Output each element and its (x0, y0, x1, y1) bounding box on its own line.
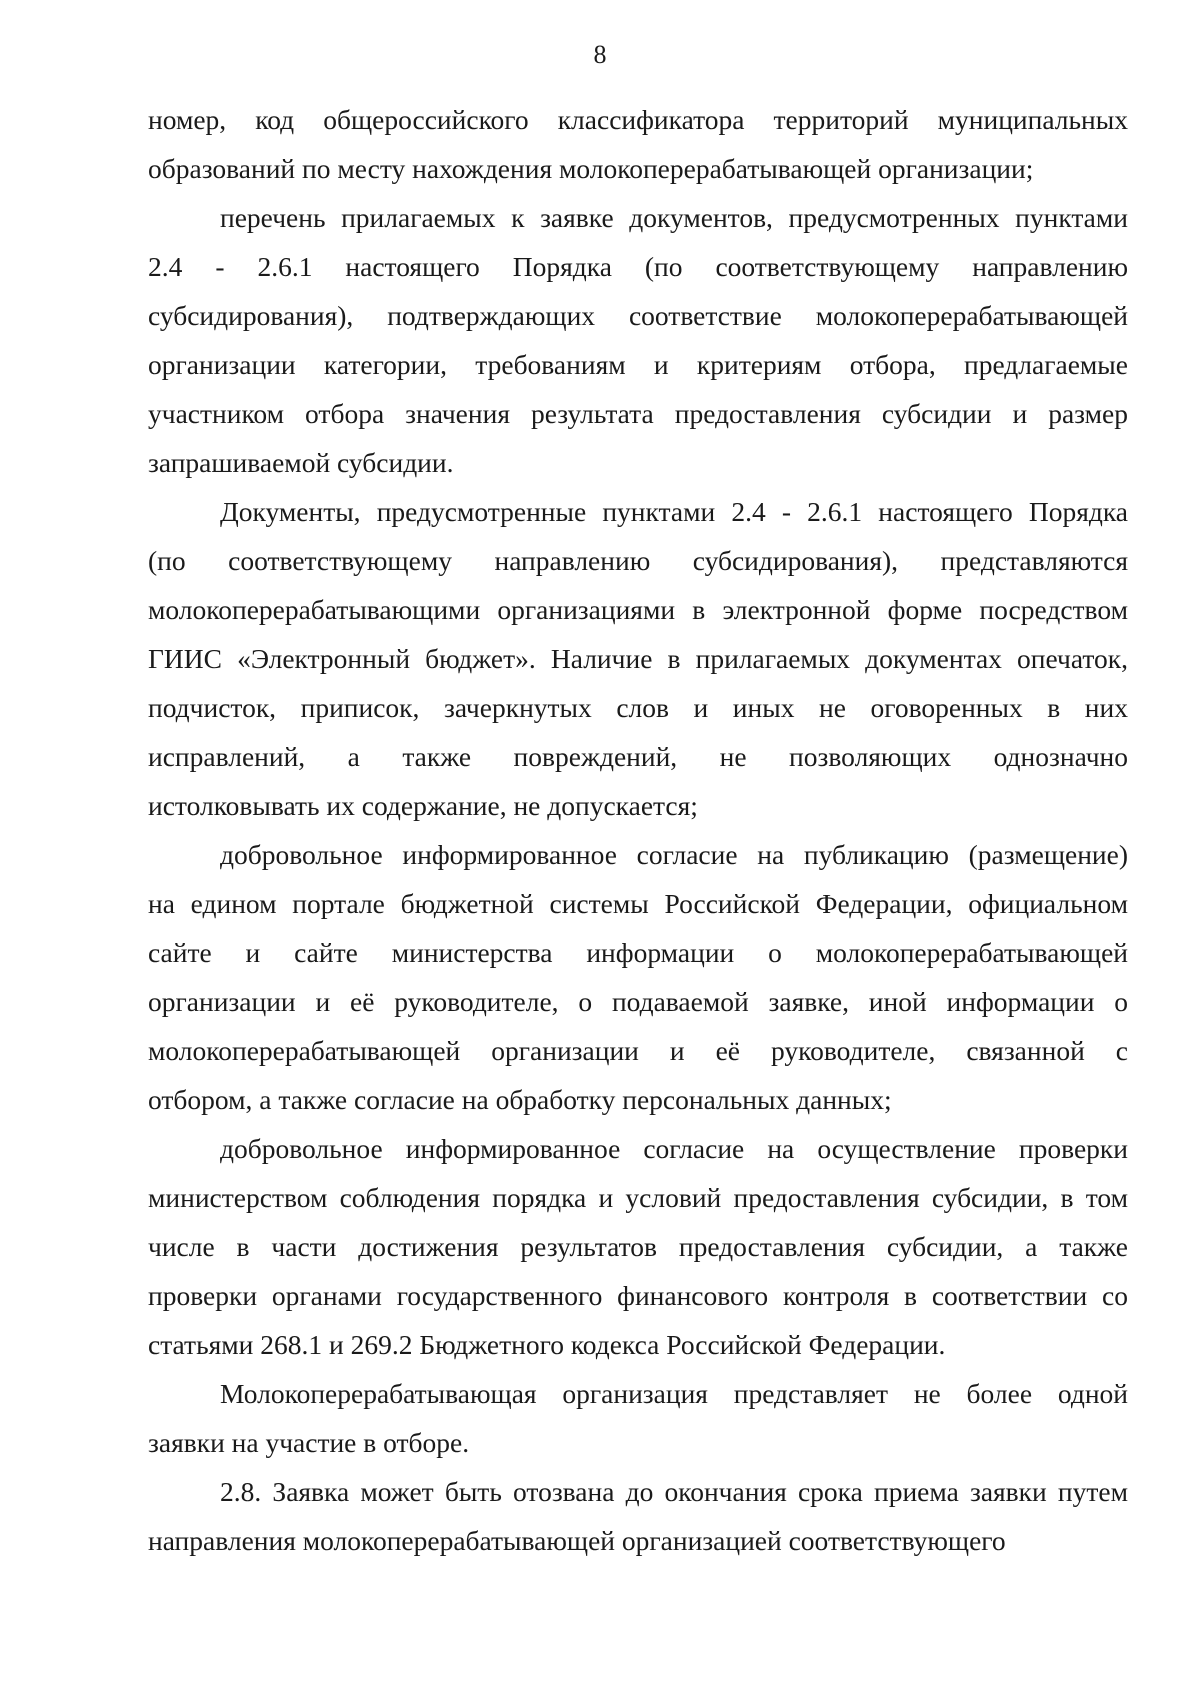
paragraph-line: организации категории, требованиям и критериям отбора, предлагаемые (148, 349, 1128, 380)
paragraph (148, 1467, 1128, 1565)
paragraph (148, 830, 1128, 1124)
paragraph-line: исправлений, а также повреждений, не позволяющих однозначно (148, 741, 1128, 772)
document-body (148, 95, 1128, 1565)
paragraph-line: истолковывать их содержание, не допускается; (148, 790, 698, 821)
page-number: 8 (593, 40, 607, 69)
paragraph-line: направления молокоперерабатывающей организацией соответствующего (148, 1525, 1006, 1556)
paragraph-line: Документы, предусмотренные пунктами 2.4 - 2.6.1 настоящего Порядка (220, 496, 1128, 527)
paragraph-line: субсидирования), подтверждающих соответствие молокоперерабатывающей (148, 300, 1128, 331)
paragraph-line: участником отбора значения результата предоставления субсидии и размер (148, 398, 1128, 429)
paragraph-line: Молокоперерабатывающая организация представляет не более одной (220, 1378, 1128, 1409)
paragraph-line: молокоперерабатывающими организациями в электронной форме посредством (148, 594, 1128, 625)
paragraph-line: (по соответствующему направлению субсидирования), представляются (148, 545, 1128, 576)
paragraph (148, 1124, 1128, 1369)
paragraph-line: запрашиваемой субсидии. (148, 447, 454, 478)
paragraph-line: перечень прилагаемых к заявке документов, предусмотренных пунктами (220, 202, 1128, 233)
paragraph-line: заявки на участие в отборе. (148, 1427, 470, 1458)
paragraph-line: 2.4 - 2.6.1 настоящего Порядка (по соответствующему направлению (148, 251, 1128, 282)
paragraph-line: министерством соблюдения порядка и условий предоставления субсидии, в том (148, 1182, 1128, 1213)
paragraph (148, 193, 1128, 487)
paragraph-line: проверки органами государственного финансового контроля в соответствии со (148, 1280, 1128, 1311)
paragraph (148, 1369, 1128, 1467)
paragraph-line: номер, код общероссийского классификатора территорий муниципальных (148, 104, 1128, 135)
paragraph-line: отбором, а также согласие на обработку персональных данных; (148, 1084, 892, 1115)
paragraph-line: 2.8. Заявка может быть отозвана до окончания срока приема заявки путем (220, 1476, 1128, 1507)
paragraph-line: статьями 268.1 и 269.2 Бюджетного кодекса Российской Федерации. (148, 1329, 946, 1360)
paragraph-line: ГИИС «Электронный бюджет». Наличие в прилагаемых документах опечаток, (148, 643, 1128, 674)
paragraph-line: добровольное информированное согласие на осуществление проверки (220, 1133, 1128, 1164)
paragraph-line: сайте и сайте министерства информации о молокоперерабатывающей (148, 937, 1128, 968)
paragraph-line: добровольное информированное согласие на публикацию (размещение) (220, 839, 1128, 870)
paragraph-line: образований по месту нахождения молокоперерабатывающей организации; (148, 153, 1034, 184)
paragraph-line: подчисток, приписок, зачеркнутых слов и иных не оговоренных в них (148, 692, 1128, 723)
paragraph-line: молокоперерабатывающей организации и её руководителе, связанной с (148, 1035, 1128, 1066)
paragraph (148, 95, 1128, 193)
paragraph-line: числе в части достижения результатов предоставления субсидии, а также (148, 1231, 1128, 1262)
paragraph (148, 487, 1128, 830)
paragraph-line: организации и её руководителе, о подаваемой заявке, иной информации о (148, 986, 1128, 1017)
paragraph-line: на едином портале бюджетной системы Российской Федерации, официальном (148, 888, 1128, 919)
